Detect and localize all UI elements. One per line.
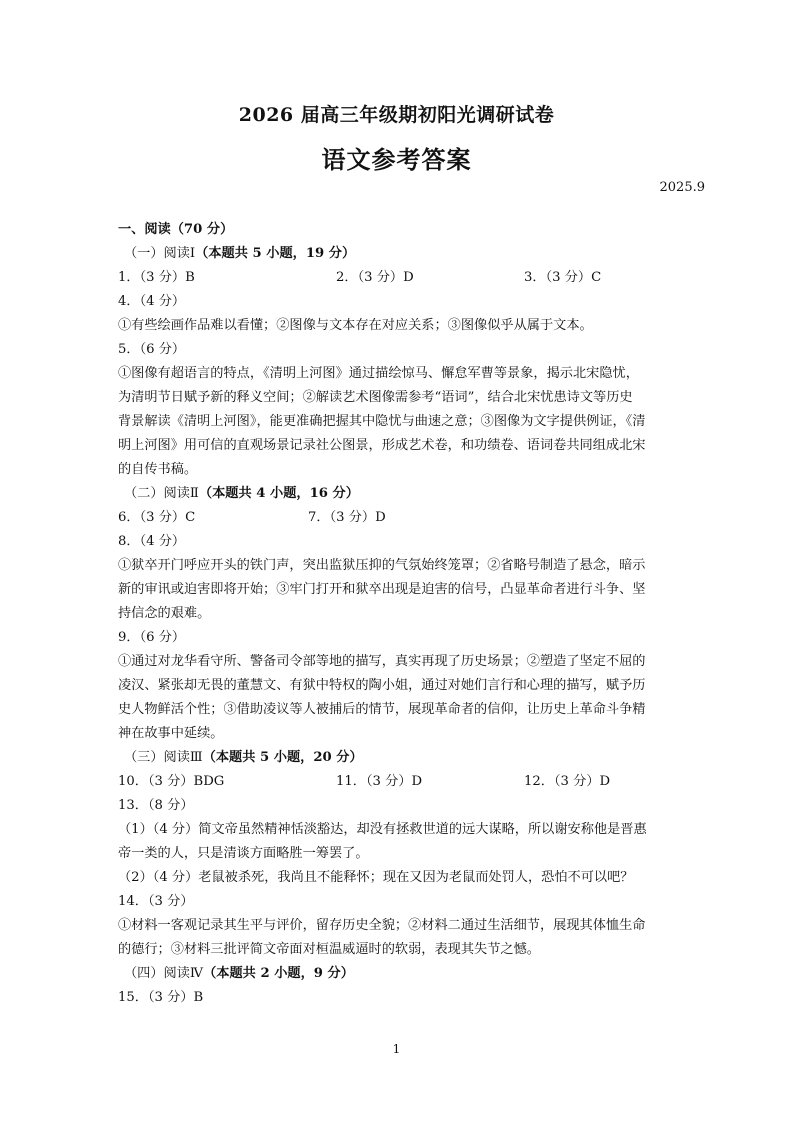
answer-row-q1-q3	[118, 266, 678, 290]
answer-q12: 12．（3 分）D	[524, 774, 611, 789]
question-q8-heading: 8．（4 分）	[118, 534, 186, 549]
answer-q13-2: （2）（4 分）老鼠被杀死，我尚且不能释怀；现在又因为老鼠而处罚人，恐怕不可以吧？	[118, 870, 634, 885]
exam-title: 2026 届高三年级期初阳光调研试卷	[238, 104, 555, 126]
answer-q5-line: 背景解读《清明上河图》，能更准确把握其中隐忧与曲速之意；③图像为文字提供例证，《清	[118, 414, 646, 429]
part4-heading-detail: （本题共 2 小题，9 分）	[203, 966, 354, 981]
part4-heading-label: （四）阅读Ⅳ	[124, 966, 204, 981]
answer-q5-line: 为清明节日赋予新的释义空间；②解读艺术图像需参考“语词”，结合北宋忧患诗文等历史	[118, 390, 633, 405]
part2-heading-detail: （本题共 4 小题，16 分）	[198, 486, 359, 501]
document-subtitle: 语文参考答案	[321, 145, 472, 174]
answer-q3: 3．（3 分）C	[524, 270, 602, 285]
answer-q8-line: 持信念的艰难。	[118, 606, 211, 621]
part3-heading	[118, 746, 678, 770]
answer-q4: ①有些绘画作品难以看懂；②图像与文本存在对应关系；③图像似乎从属于文本。	[118, 318, 593, 333]
part2-heading	[118, 482, 678, 506]
question-q9-heading: 9．（6 分）	[118, 630, 186, 645]
answer-q9-line: ①通过对龙华看守所、警备司令部等地的描写，真实再现了历史场景；②塑造了坚定不屈的	[118, 654, 646, 669]
answer-q13-1-line: （1）（4 分）简文帝虽然精神恬淡豁达，却没有拯救世道的远大谋略，所以谢安称他是晋惠	[118, 822, 647, 837]
section-heading-reading: 一、阅读（70 分）	[118, 222, 234, 237]
answer-q14-line: ①材料一客观记录其生平与评价，留存历史全貌；②材料二通过生活细节，展现其体恤生命	[118, 918, 646, 933]
answer-q5-line: 明上河图》用可信的直观场景记录社公图景，形成艺术卷，和功绩卷、语词卷共同组成北宋	[118, 438, 646, 453]
answer-q10: 10．（3 分）BDG	[118, 774, 225, 789]
answer-row-q6-q7	[118, 506, 678, 530]
answer-q11: 11．（3 分）D	[336, 774, 423, 789]
answer-q9-line: 史人物鲜活个性；③借助凌议等人被捕后的情节，展现革命者的信仰，让历史上革命斗争精	[118, 702, 646, 717]
part1-heading-detail: （本题共 5 小题，19 分）	[195, 246, 356, 261]
part3-heading-detail: （本题共 5 小题，20 分）	[202, 750, 363, 765]
answer-q8-line: ①狱卒开门呼应开头的铁门声，突出监狱压抑的气氛始终笼罩；②省略号制造了悬念，暗示	[118, 558, 646, 573]
question-q5-heading: 5．（6 分）	[118, 342, 186, 357]
answer-q13-1-line: 帝一类的人，只是清谈方面略胜一筹罢了。	[118, 846, 369, 861]
answer-q5-line: 的自传书稿。	[118, 462, 198, 477]
question-q4-heading: 4．（4 分）	[118, 294, 186, 309]
answer-q5-line: ①图像有超语言的特点，《清明上河图》通过描绘惊马、懈怠军曹等景象，揭示北宋隐忧，	[118, 366, 639, 381]
answer-q9-line: 神在故事中延续。	[118, 726, 224, 741]
answer-q14-line: 的德行；③材料三批评简文帝面对桓温威逼时的软弱，表现其失节之憾。	[118, 942, 540, 957]
answer-q6: 6．（3 分）C	[118, 510, 196, 525]
part1-heading-label: （一）阅读Ⅰ	[124, 246, 196, 261]
part1-heading	[118, 242, 678, 266]
part2-heading-label: （二）阅读Ⅱ	[124, 486, 199, 501]
answer-q8-line: 新的审讯或迫害即将开始；③牢门打开和狱卒出现是迫害的信号，凸显革命者进行斗争、坚	[118, 582, 646, 597]
document-date: 2025.9	[659, 180, 705, 195]
answer-q15: 15．（3 分）B	[118, 990, 204, 1005]
question-q13-heading: 13．（8 分）	[118, 798, 194, 813]
part3-heading-label: （三）阅读Ⅲ	[124, 750, 203, 765]
page-number: 1	[392, 1042, 401, 1056]
answer-row-q10-q12	[118, 770, 678, 794]
answer-q1: 1．（3 分）B	[118, 270, 195, 285]
answer-q9-line: 凌汉、紧张却无畏的董慧文、有狱中特权的陶小姐，通过对她们言行和心理的描写，赋予历	[118, 678, 646, 693]
answer-q7: 7．（3 分）D	[308, 510, 386, 525]
answer-q2: 2．（3 分）D	[336, 270, 414, 285]
part4-heading	[118, 962, 678, 986]
question-q14-heading: 14．（3 分）	[118, 894, 194, 909]
answer-content	[118, 218, 678, 1010]
